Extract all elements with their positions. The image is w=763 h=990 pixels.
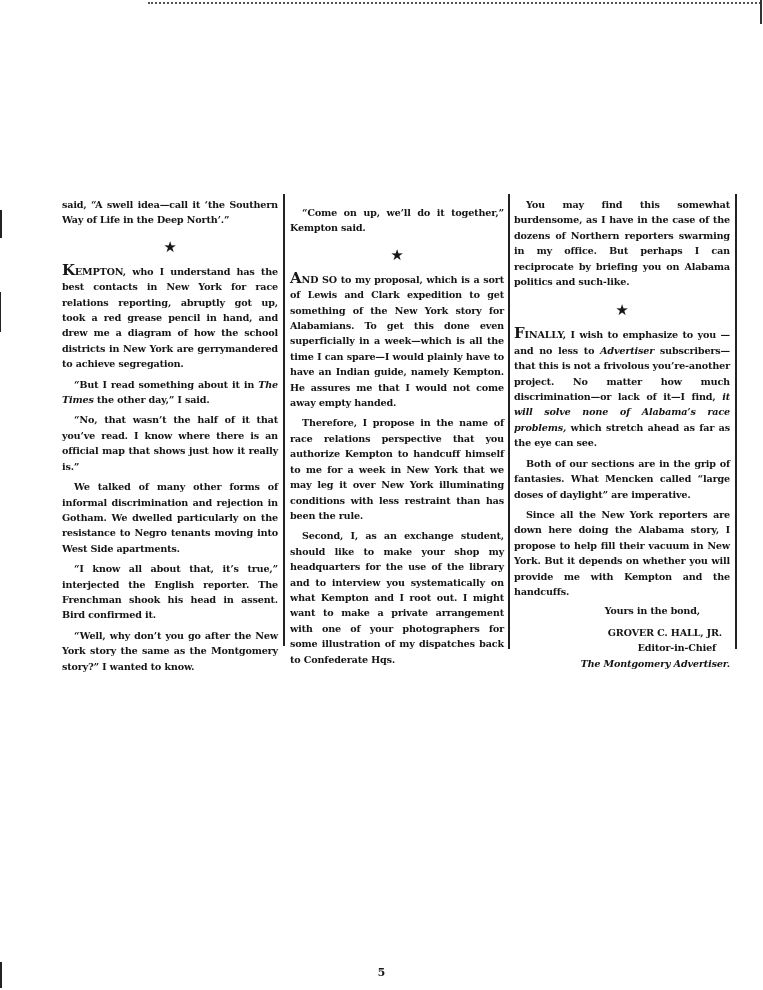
column-1 xyxy=(62,198,278,675)
column-2 xyxy=(290,198,504,668)
paragraph: Therefore, I propose in the name of race relations perspective that you authorize Kempton to handcuff himself to me for a week in New York that we may leg it over New York illuminating conditions with less restraint than has been the rule. xyxy=(290,418,504,522)
signature-name: GROVER C. HALL, JR. xyxy=(607,627,722,639)
paragraph xyxy=(62,378,278,409)
paragraph: We talked of many other forms of informal discrimination and rejection in Gotham. We dwelled particularly on the resistance to Negro tenants moving into West Side apartments. xyxy=(62,482,278,555)
paragraph-text: INALLY, I wish to emphasize to you —and no less to xyxy=(514,330,730,357)
drop-cap: A xyxy=(290,268,302,287)
column-divider xyxy=(283,194,285,646)
drop-cap: F xyxy=(514,324,525,343)
paragraph-text: EMPTON, who I understand has the best contacts in New York for race relations reporting, abruptly got up, took a red grease pencil in hand, and drew me a diagram of how the school districts in New York are gerrymandered to achieve segregation. xyxy=(62,266,278,371)
newspaper-title: The Times xyxy=(62,379,278,407)
signature-title: Editor-in-Chief xyxy=(637,643,716,655)
paragraph xyxy=(290,268,504,412)
top-right-edge-mark xyxy=(760,0,762,24)
drop-cap: K xyxy=(62,260,75,279)
top-dotted-rule xyxy=(148,2,761,4)
column-divider xyxy=(735,194,737,649)
paragraph-text: “But I read something about it in xyxy=(74,379,259,391)
closing: Yours in the bond, xyxy=(604,606,700,618)
paragraph: “I know all about that, it’s true,” interjected the English reporter. The Frenchman shook his head in assent. Bird confirmed it. xyxy=(62,564,278,622)
paragraph: “No, that wasn’t the half of it that you’ve read. I know where there is an official map that shows just how it really is.” xyxy=(62,415,278,473)
paragraph-text: the other day,” I said. xyxy=(93,395,210,407)
left-margin-mark xyxy=(0,210,2,238)
signature-paper: The Montgomery Advertiser. xyxy=(580,658,730,670)
paragraph: “Come on up, we’ll do it together,” Kempton said. xyxy=(290,208,504,235)
star-separator-icon: ★ xyxy=(390,245,404,264)
column-3 xyxy=(514,198,730,672)
emphasis-text: it will solve none of Alabama’s race problems, xyxy=(514,392,730,434)
paragraph xyxy=(62,260,278,373)
paragraph: Both of our sections are in the grip of fantasies. What Mencken called “large doses of daylight” are imperative. xyxy=(514,458,730,501)
paragraph: Second, I, as an exchange student, should like to make your shop my headquarters for the use of the library and to interview you systematically on what Kempton and I root out. I might want to make a private arrangement with one of your photographers for some illustration of my dispatches back to Confederate Hqs. xyxy=(290,531,504,666)
paragraph-text: ND SO to my proposal, which is a sort of Lewis and Clark expedition to get something of the New York story for Alabamians. To get this done even superficially in a week—which is all the time I can spare—I would plainly have to have an Indian guide, namely Kempton. He assures me that I would not come away empty handed. xyxy=(290,274,504,410)
paragraph: You may find this somewhat burdensome, as I have in the case of the dozens of Northern reporters swarming in my office. But perhaps I can reciprocate by briefing you on Alabama politics and such-like. xyxy=(514,200,730,289)
paragraph: “Well, why don’t you go after the New York story the same as the Montgomery story?” I wanted to know. xyxy=(62,630,278,673)
paragraph-text: subscribers—that this is not a frivolous you’re-another project. No matter how much discrimination—or lack of it—I find, xyxy=(514,345,731,404)
page-number: 5 xyxy=(377,966,386,979)
paragraph-text: which stretch ahead as far as the eye can see. xyxy=(514,422,730,450)
paragraph: Since all the New York reporters are down here doing the Alabama story, I propose to help fill their vacuum in New York. But it depends on whether you will provide me with Kempton and the handcuffs. xyxy=(514,509,730,598)
newspaper-title: Advertiser xyxy=(600,345,655,357)
paragraph xyxy=(514,326,730,451)
star-separator-icon: ★ xyxy=(615,301,629,320)
paragraph: said, “A swell idea—call it ‘the Southern Way of Life in the Deep North’.” xyxy=(62,200,278,227)
left-margin-mark xyxy=(0,292,1,332)
star-separator-icon: ★ xyxy=(163,237,177,256)
column-divider xyxy=(508,194,510,649)
